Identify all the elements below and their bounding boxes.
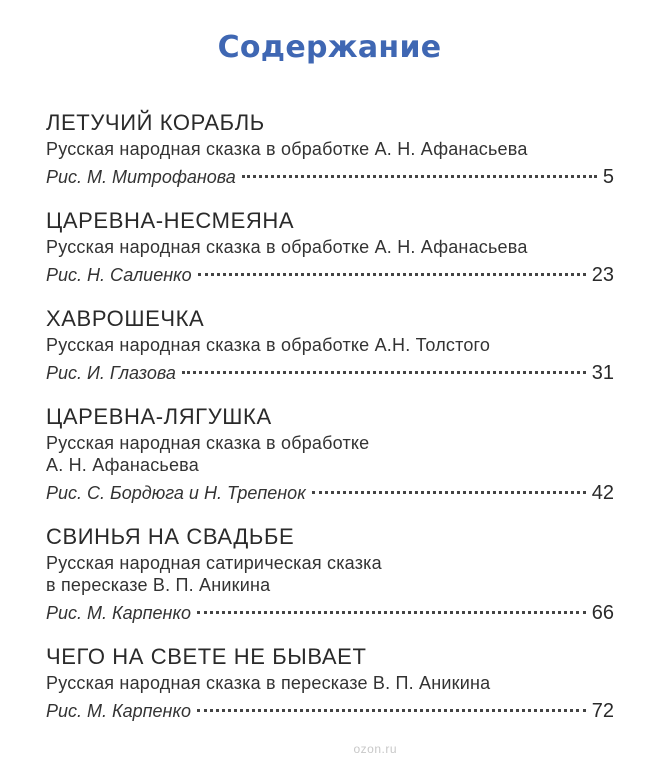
page-number: 31	[591, 362, 614, 384]
illustrator-credit: Рис. С. Бордюга и Н. Трепенок	[46, 483, 306, 503]
dot-leader	[182, 371, 586, 374]
illustrator-row	[46, 696, 614, 726]
page-number: 72	[591, 700, 614, 722]
table-of-contents	[46, 108, 614, 740]
entry-subtitle	[46, 138, 614, 160]
illustrator-row	[46, 358, 614, 388]
entry-title: СВИНЬЯ НА СВАДЬБЕ	[46, 524, 295, 549]
page-number: 5	[602, 166, 614, 188]
page-number: 66	[591, 602, 614, 624]
illustrator-credit: Рис. Н. Салиенко	[46, 265, 192, 285]
page-number: 23	[591, 264, 614, 286]
toc-entry	[46, 642, 614, 726]
entry-subtitle	[46, 672, 614, 694]
entry-subtitle	[46, 236, 614, 258]
subtitle-line: в пересказе В. П. Аникина	[46, 575, 271, 595]
subtitle-line: Русская народная сказка в обработке А. Н. Афанасьева	[46, 237, 528, 257]
subtitle-line: Русская народная сказка в обработке А. Н. Афанасьева	[46, 139, 528, 159]
dot-leader	[197, 709, 586, 712]
page-number: 42	[591, 482, 614, 504]
subtitle-line: Русская народная сказка в обработке	[46, 433, 370, 453]
entry-subtitle	[46, 552, 614, 596]
dot-leader	[312, 491, 586, 494]
entry-title: ЧЕГО НА СВЕТЕ НЕ БЫВАЕТ	[46, 644, 367, 669]
entry-title: ХАВРОШЕЧКА	[46, 306, 205, 331]
illustrator-credit: Рис. М. Карпенко	[46, 603, 191, 623]
illustrator-credit: Рис. М. Карпенко	[46, 701, 191, 721]
entry-subtitle	[46, 432, 614, 476]
entry-title: ЦАРЕВНА-НЕСМЕЯНА	[46, 208, 295, 233]
subtitle-line: Русская народная сказка в обработке А.Н. Толстого	[46, 335, 491, 355]
illustrator-row	[46, 478, 614, 508]
illustrator-row	[46, 260, 614, 290]
toc-entry	[46, 108, 614, 192]
subtitle-line: Русская народная сказка в пересказе В. П. Аникина	[46, 673, 491, 693]
illustrator-credit: Рис. И. Глазова	[46, 363, 176, 383]
page-title: Содержание	[217, 30, 442, 65]
illustrator-credit: Рис. М. Митрофанова	[46, 167, 236, 187]
entry-title: ЛЕТУЧИЙ КОРАБЛЬ	[46, 110, 265, 135]
subtitle-line: Русская народная сатирическая сказка	[46, 553, 382, 573]
toc-entry	[46, 522, 614, 628]
dot-leader	[197, 611, 586, 614]
entry-title: ЦАРЕВНА-ЛЯГУШКА	[46, 404, 272, 429]
dot-leader	[242, 175, 597, 178]
watermark: ozon.ru	[353, 742, 397, 756]
toc-entry	[46, 304, 614, 388]
dot-leader	[198, 273, 586, 276]
entry-subtitle	[46, 334, 614, 356]
illustrator-row	[46, 598, 614, 628]
toc-entry	[46, 402, 614, 508]
illustrator-row	[46, 162, 614, 192]
toc-entry	[46, 206, 614, 290]
subtitle-line: А. Н. Афанасьева	[46, 455, 199, 475]
